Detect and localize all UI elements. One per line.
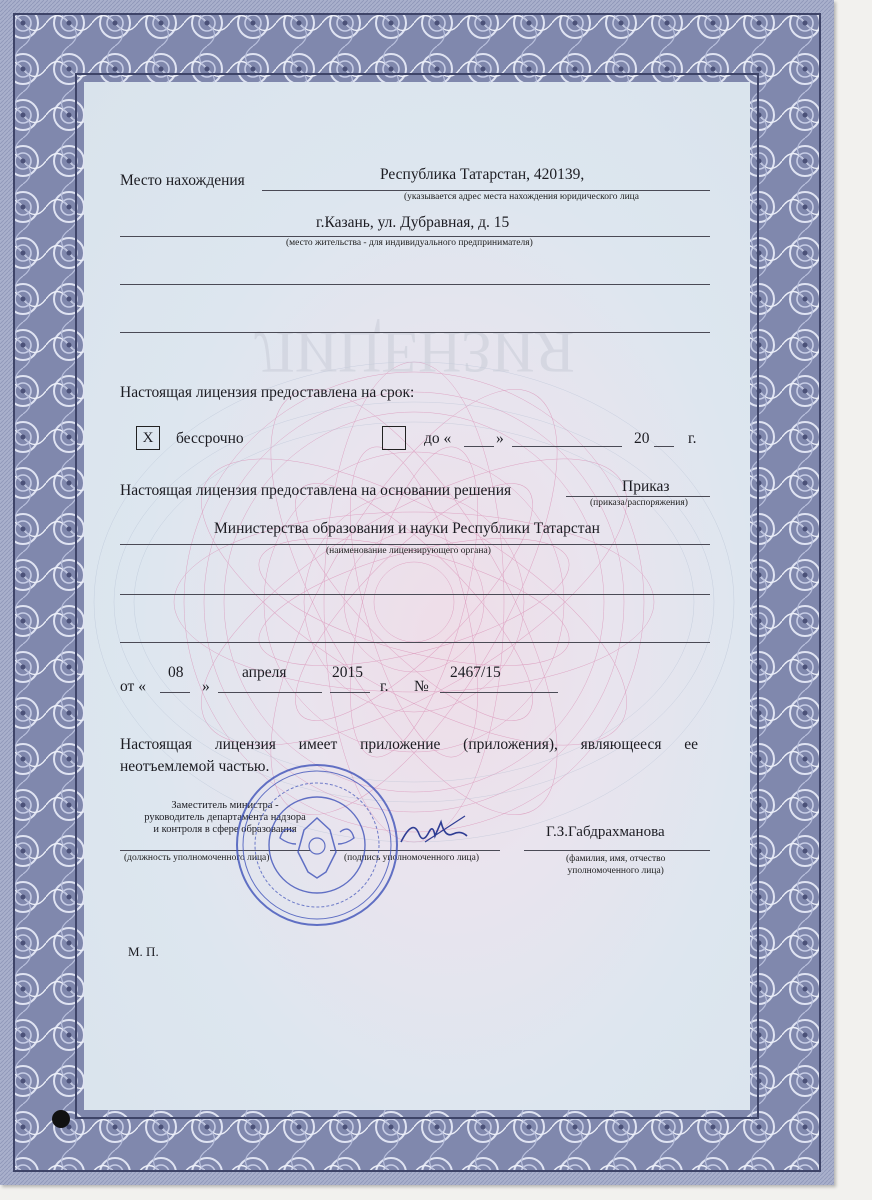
until-label: до «: [424, 430, 452, 447]
appendix-text-line-1: Настоящая лицензия имеет приложение (приложения), являющееся ее: [120, 736, 698, 753]
appendix-text-line-2: неотъемлемой частью.: [120, 758, 270, 775]
authority-line: [120, 544, 710, 545]
location-line-3: [120, 284, 710, 285]
name-caption-line-1: (фамилия, имя, отчество: [566, 854, 666, 864]
signatory-name: Г.З.Габдрахманова: [546, 824, 665, 840]
position-line-1: Заместитель министра -: [171, 800, 279, 811]
decision-type-line: [566, 496, 710, 497]
until-day-line: [464, 446, 494, 447]
order-month: апреля: [242, 664, 287, 681]
blank-line-1: [120, 594, 710, 595]
handwritten-signature: [395, 812, 475, 852]
official-seal: [232, 760, 402, 930]
location-line-4: [120, 332, 710, 333]
order-month-line: [218, 692, 322, 693]
decision-type-caption: (приказа/распоряжения): [590, 498, 688, 508]
order-day-line: [160, 692, 190, 693]
until-month-line: [512, 446, 622, 447]
svg-text:ЛИЦЕНЗИЯ: ЛИЦЕНЗИЯ: [254, 319, 575, 385]
indefinite-checkbox[interactable]: X: [136, 426, 160, 450]
location-label: Место нахождения: [120, 172, 245, 189]
order-number-line: [440, 692, 558, 693]
blank-line-2: [120, 642, 710, 643]
until-year-prefix: 20: [634, 430, 650, 447]
term-label: Настоящая лицензия предоставлена на срок:: [120, 384, 415, 401]
order-number-sign: №: [414, 678, 429, 695]
position-line-2: руководитель департамента надзора: [144, 812, 306, 823]
order-number: 2467/15: [450, 664, 501, 681]
location-line-2: [120, 236, 710, 237]
location-line-1: [262, 190, 710, 191]
address-line-2: г.Казань, ул. Дубравная, д. 15: [316, 214, 510, 231]
name-caption-line-2: уполномоченного лица): [567, 866, 664, 876]
until-close-quote: »: [496, 430, 504, 447]
name-line: [524, 850, 710, 851]
until-checkbox[interactable]: [382, 426, 406, 450]
position-caption: (должность уполномоченного лица): [124, 853, 270, 863]
order-year: 2015: [332, 664, 363, 681]
address-line-1: Республика Татарстан, 420139,: [380, 166, 585, 183]
decision-type: Приказ: [622, 478, 670, 495]
order-from-label: от «: [120, 678, 146, 695]
order-year-suffix: г.: [380, 678, 389, 695]
order-close-quote: »: [202, 678, 210, 695]
name-caption: [566, 853, 665, 877]
signature-caption: (подпись уполномоченного лица): [344, 853, 480, 863]
punch-hole: [52, 1110, 70, 1128]
address-line-1-caption: (указывается адрес места нахождения юридического лица: [404, 192, 639, 202]
until-year-line: [654, 446, 674, 447]
indefinite-label: бессрочно: [176, 430, 244, 447]
order-year-line: [330, 692, 370, 693]
authority-name: Министерства образования и науки Республики Татарстан: [214, 520, 600, 537]
seal-label: М. П.: [128, 944, 159, 959]
position-line-3: и контроля в сфере образования: [153, 824, 297, 835]
basis-label: Настоящая лицензия предоставлена на основании решения: [120, 482, 512, 499]
until-year-suffix: г.: [688, 430, 697, 447]
order-day: 08: [168, 664, 184, 681]
authority-caption: (наименование лицензирующего органа): [326, 546, 491, 556]
address-line-2-caption: (место жительства - для индивидуального предпринимателя): [286, 238, 533, 248]
